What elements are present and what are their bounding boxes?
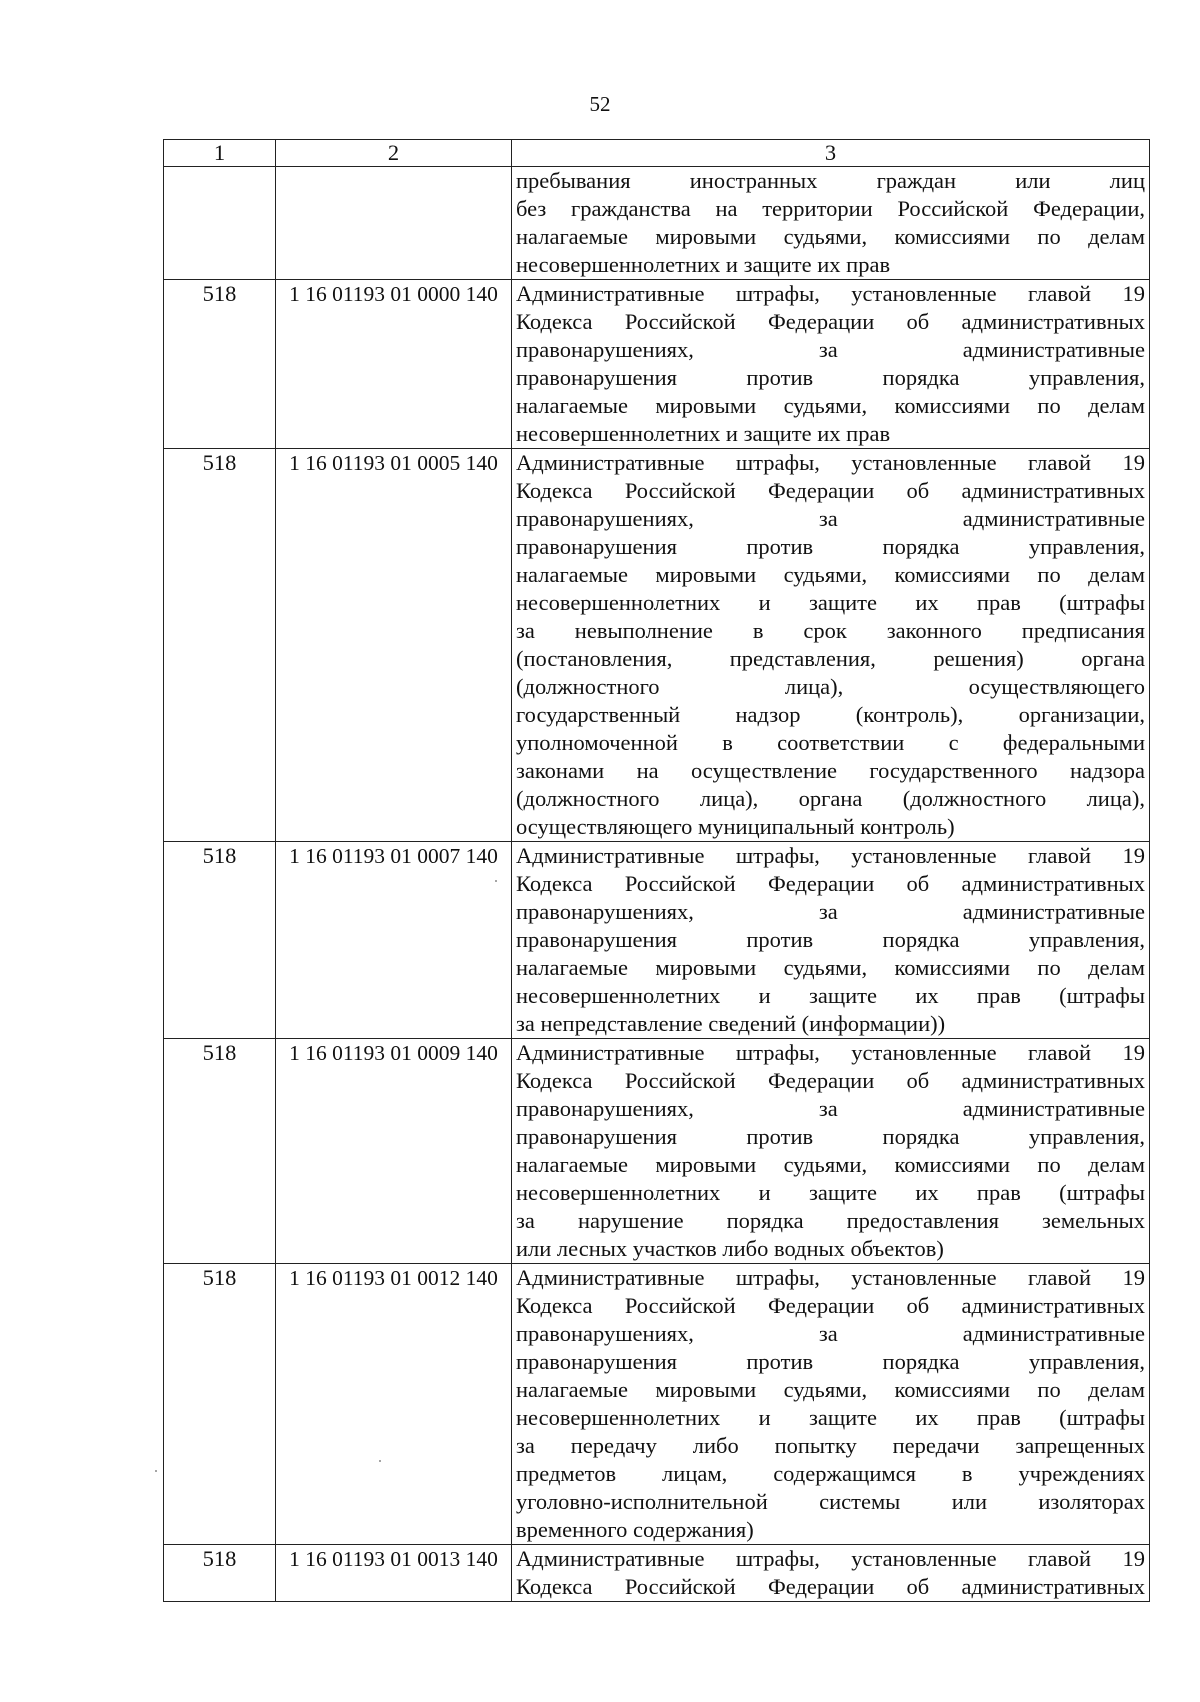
table-row <box>164 1039 1150 1264</box>
description-line: Кодекса Российской Федерации об административных <box>516 1293 1145 1318</box>
row-budget-code: 1 16 01193 01 0007 140 <box>276 842 512 1039</box>
row-budget-code: 1 16 01193 01 0000 140 <box>276 280 512 449</box>
description-line: налагаемые мировыми судьями, комиссиями по делам <box>516 1377 1145 1402</box>
page-number: 52 <box>589 92 611 116</box>
budget-code-table <box>163 139 1150 1602</box>
table-row <box>164 1264 1150 1545</box>
description-line: осуществляющего муниципальный контроль) <box>516 814 955 839</box>
description-line: уголовно-исполнительной системы или изоляторах <box>516 1489 1145 1514</box>
row-admin-code: 518 <box>164 842 276 1039</box>
description-line: за непредставление сведений (информации)) <box>516 1011 946 1036</box>
description-line: (должностного лица), органа (должностного лица), <box>516 786 1145 811</box>
description-line: государственный надзор (контроль), организации, <box>516 702 1145 727</box>
row-description <box>512 1039 1150 1264</box>
description-line: правонарушения против порядка управления, <box>516 1349 1145 1374</box>
header-col-3: 3 <box>512 140 1150 167</box>
description-line: Административные штрафы, установленные главой 19 <box>516 281 1145 306</box>
row-description <box>512 1545 1150 1602</box>
table-body <box>164 167 1150 1602</box>
description-line: правонарушения против порядка управления, <box>516 927 1145 952</box>
row-description <box>512 842 1150 1039</box>
table-row <box>164 449 1150 842</box>
description-line: правонарушения против порядка управления, <box>516 1124 1145 1149</box>
description-line: несовершеннолетних и защите их прав (штрафы <box>516 1405 1145 1430</box>
table-row <box>164 280 1150 449</box>
description-line: налагаемые мировыми судьями, комиссиями по делам <box>516 1152 1145 1177</box>
header-col-2: 2 <box>276 140 512 167</box>
row-admin-code: 518 <box>164 449 276 842</box>
description-line: уполномоченной в соответствии с федеральными <box>516 730 1145 755</box>
table-row <box>164 167 1150 280</box>
description-line: Кодекса Российской Федерации об административных <box>516 1574 1145 1599</box>
row-budget-code <box>276 167 512 280</box>
row-description <box>512 449 1150 842</box>
description-line: Административные штрафы, установленные главой 19 <box>516 1265 1145 1290</box>
description-line: Кодекса Российской Федерации об административных <box>516 478 1145 503</box>
description-line: Административные штрафы, установленные главой 19 <box>516 450 1145 475</box>
description-line: несовершеннолетних и защите их прав (штрафы <box>516 983 1145 1008</box>
description-line: или лесных участков либо водных объектов) <box>516 1236 944 1261</box>
description-line: правонарушениях, за административные <box>516 506 1145 531</box>
description-line: Административные штрафы, установленные главой 19 <box>516 843 1145 868</box>
description-line: Административные штрафы, установленные главой 19 <box>516 1546 1145 1571</box>
description-line: за невыполнение в срок законного предписания <box>516 618 1145 643</box>
description-line: законами на осуществление государственного надзора <box>516 758 1145 783</box>
description-line: налагаемые мировыми судьями, комиссиями по делам <box>516 955 1145 980</box>
table-row <box>164 842 1150 1039</box>
description-line: правонарушениях, за административные <box>516 899 1145 924</box>
description-line: налагаемые мировыми судьями, комиссиями по делам <box>516 393 1145 418</box>
description-line: без гражданства на территории Российской Федерации, <box>516 196 1145 221</box>
description-line: временного содержания) <box>516 1517 754 1542</box>
scan-speck <box>155 1470 157 1472</box>
table-row <box>164 1545 1150 1602</box>
scan-speck <box>379 1460 381 1462</box>
description-line: предметов лицам, содержащимся в учреждениях <box>516 1461 1145 1486</box>
description-line: за нарушение порядка предоставления земельных <box>516 1208 1145 1233</box>
description-line: правонарушения против порядка управления, <box>516 534 1145 559</box>
row-budget-code: 1 16 01193 01 0012 140 <box>276 1264 512 1545</box>
description-line: Кодекса Российской Федерации об административных <box>516 309 1145 334</box>
row-admin-code: 518 <box>164 280 276 449</box>
row-description <box>512 167 1150 280</box>
description-line: правонарушения против порядка управления, <box>516 365 1145 390</box>
row-description <box>512 280 1150 449</box>
row-budget-code: 1 16 01193 01 0013 140 <box>276 1545 512 1602</box>
description-line: правонарушениях, за административные <box>516 1321 1145 1346</box>
row-admin-code: 518 <box>164 1545 276 1602</box>
row-description <box>512 1264 1150 1545</box>
description-line: Кодекса Российской Федерации об административных <box>516 1068 1145 1093</box>
description-line: правонарушениях, за административные <box>516 1096 1145 1121</box>
row-admin-code <box>164 167 276 280</box>
description-line: налагаемые мировыми судьями, комиссиями по делам <box>516 562 1145 587</box>
row-budget-code: 1 16 01193 01 0009 140 <box>276 1039 512 1264</box>
table-header-row <box>164 140 1150 167</box>
description-line: несовершеннолетних и защите их прав (штрафы <box>516 590 1145 615</box>
description-line: (постановления, представления, решения) органа <box>516 646 1145 671</box>
description-line: несовершеннолетних и защите их прав <box>516 252 891 277</box>
description-line: правонарушениях, за административные <box>516 337 1145 362</box>
description-line: налагаемые мировыми судьями, комиссиями по делам <box>516 224 1145 249</box>
description-line: Кодекса Российской Федерации об административных <box>516 871 1145 896</box>
row-admin-code: 518 <box>164 1039 276 1264</box>
scan-speck <box>495 880 497 882</box>
row-budget-code: 1 16 01193 01 0005 140 <box>276 449 512 842</box>
description-line: за передачу либо попытку передачи запрещенных <box>516 1433 1145 1458</box>
description-line: (должностного лица), осуществляющего <box>516 674 1145 699</box>
description-line: несовершеннолетних и защите их прав <box>516 421 891 446</box>
description-line: Административные штрафы, установленные главой 19 <box>516 1040 1145 1065</box>
description-line: несовершеннолетних и защите их прав (штрафы <box>516 1180 1145 1205</box>
header-col-1: 1 <box>164 140 276 167</box>
description-line: пребывания иностранных граждан или лиц <box>516 168 1145 193</box>
row-admin-code: 518 <box>164 1264 276 1545</box>
